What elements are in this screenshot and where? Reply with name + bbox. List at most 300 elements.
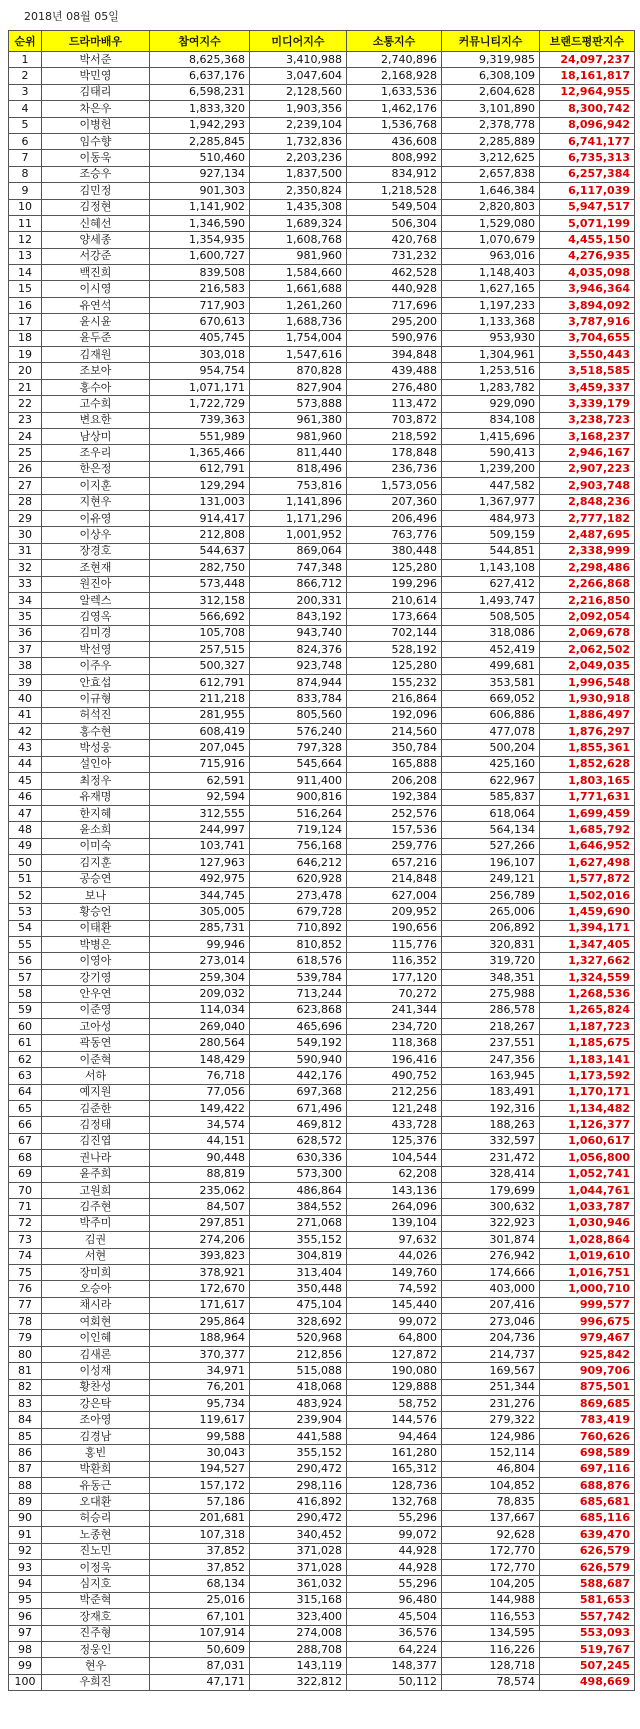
media-cell: 1,689,324 — [250, 215, 347, 231]
communication-cell: 125,280 — [347, 658, 442, 674]
brand-index-cell: 1,685,792 — [540, 822, 635, 838]
brand-index-cell: 6,257,384 — [540, 166, 635, 182]
media-cell: 441,588 — [250, 1428, 347, 1444]
table-row — [9, 1264, 635, 1280]
brand-index-cell: 3,550,443 — [540, 347, 635, 363]
participation-cell: 303,018 — [150, 347, 250, 363]
participation-cell: 149,422 — [150, 1101, 250, 1117]
table-row — [9, 1215, 635, 1231]
participation-cell: 114,034 — [150, 1002, 250, 1018]
communication-cell: 717,696 — [347, 297, 442, 313]
participation-cell: 129,294 — [150, 478, 250, 494]
table-row — [9, 527, 635, 543]
actor-name-cell: 이태환 — [42, 920, 150, 936]
community-cell: 963,016 — [442, 248, 540, 264]
table-row — [9, 396, 635, 412]
brand-index-cell: 557,742 — [540, 1609, 635, 1625]
rank-cell: 60 — [9, 1019, 42, 1035]
actor-name-cell: 허승리 — [42, 1510, 150, 1526]
rank-cell: 23 — [9, 412, 42, 428]
participation-cell: 157,172 — [150, 1477, 250, 1493]
community-cell: 207,416 — [442, 1297, 540, 1313]
participation-cell: 612,791 — [150, 674, 250, 690]
participation-cell: 378,921 — [150, 1264, 250, 1280]
participation-cell: 544,637 — [150, 543, 250, 559]
rank-cell: 99 — [9, 1658, 42, 1674]
brand-index-cell: 2,487,695 — [540, 527, 635, 543]
community-cell: 172,770 — [442, 1543, 540, 1559]
table-row — [9, 478, 635, 494]
table-row — [9, 52, 635, 68]
brand-index-cell: 6,741,177 — [540, 133, 635, 149]
media-cell: 273,478 — [250, 887, 347, 903]
actor-name-cell: 고아성 — [42, 1019, 150, 1035]
actor-name-cell: 진노민 — [42, 1543, 150, 1559]
actor-name-cell: 이지훈 — [42, 478, 150, 494]
media-cell: 340,452 — [250, 1527, 347, 1543]
actor-name-cell: 차은우 — [42, 101, 150, 117]
header-row — [9, 31, 635, 52]
participation-cell: 207,045 — [150, 740, 250, 756]
community-cell: 1,197,233 — [442, 297, 540, 313]
actor-name-cell: 김권 — [42, 1232, 150, 1248]
brand-index-cell: 1,000,710 — [540, 1281, 635, 1297]
communication-cell: 178,848 — [347, 445, 442, 461]
brand-index-cell: 688,876 — [540, 1477, 635, 1493]
community-cell: 1,529,080 — [442, 215, 540, 231]
participation-cell: 280,564 — [150, 1035, 250, 1051]
rank-cell: 16 — [9, 297, 42, 313]
brand-index-cell: 1,771,631 — [540, 789, 635, 805]
actor-name-cell: 강기영 — [42, 969, 150, 985]
actor-name-cell: 박서준 — [42, 52, 150, 68]
table-row — [9, 937, 635, 953]
actor-name-cell: 장경호 — [42, 543, 150, 559]
media-cell: 810,852 — [250, 937, 347, 953]
participation-cell: 305,005 — [150, 904, 250, 920]
brand-index-cell: 1,134,482 — [540, 1101, 635, 1117]
brand-index-cell: 869,685 — [540, 1396, 635, 1412]
brand-index-cell: 1,502,016 — [540, 887, 635, 903]
media-cell: 576,240 — [250, 724, 347, 740]
rank-cell: 45 — [9, 773, 42, 789]
participation-cell: 282,750 — [150, 560, 250, 576]
community-cell: 134,595 — [442, 1625, 540, 1641]
participation-cell: 34,971 — [150, 1363, 250, 1379]
media-cell: 212,856 — [250, 1346, 347, 1362]
participation-cell: 405,745 — [150, 330, 250, 346]
rank-cell: 49 — [9, 838, 42, 854]
table-row — [9, 428, 635, 444]
media-cell: 590,940 — [250, 1051, 347, 1067]
communication-cell: 210,614 — [347, 592, 442, 608]
community-cell: 137,667 — [442, 1510, 540, 1526]
community-cell: 2,657,838 — [442, 166, 540, 182]
rank-cell: 55 — [9, 937, 42, 953]
table-row — [9, 461, 635, 477]
actor-name-cell: 김영옥 — [42, 609, 150, 625]
participation-cell: 1,141,902 — [150, 199, 250, 215]
actor-name-cell: 조보아 — [42, 363, 150, 379]
brand-index-cell: 1,030,946 — [540, 1215, 635, 1231]
communication-cell: 128,736 — [347, 1477, 442, 1493]
media-cell: 465,696 — [250, 1019, 347, 1035]
media-cell: 328,692 — [250, 1314, 347, 1330]
communication-cell: 433,728 — [347, 1117, 442, 1133]
communication-cell: 1,462,176 — [347, 101, 442, 117]
community-cell: 116,226 — [442, 1641, 540, 1657]
rank-cell: 11 — [9, 215, 42, 231]
rank-cell: 59 — [9, 1002, 42, 1018]
rank-cell: 52 — [9, 887, 42, 903]
rank-cell: 65 — [9, 1101, 42, 1117]
media-cell: 811,440 — [250, 445, 347, 461]
brand-index-cell: 2,216,850 — [540, 592, 635, 608]
media-cell: 355,152 — [250, 1232, 347, 1248]
actor-name-cell: 김경남 — [42, 1428, 150, 1444]
community-cell: 508,505 — [442, 609, 540, 625]
rank-cell: 96 — [9, 1609, 42, 1625]
participation-cell: 715,916 — [150, 756, 250, 772]
community-cell: 332,597 — [442, 1133, 540, 1149]
rank-cell: 25 — [9, 445, 42, 461]
table-row — [9, 494, 635, 510]
communication-cell: 148,377 — [347, 1658, 442, 1674]
table-row — [9, 871, 635, 887]
communication-cell: 125,376 — [347, 1133, 442, 1149]
actor-name-cell: 박준혁 — [42, 1592, 150, 1608]
media-cell: 1,903,356 — [250, 101, 347, 117]
communication-cell: 97,632 — [347, 1232, 442, 1248]
participation-cell: 257,515 — [150, 642, 250, 658]
table-row — [9, 1117, 635, 1133]
community-cell: 279,322 — [442, 1412, 540, 1428]
actor-name-cell: 설인아 — [42, 756, 150, 772]
rank-cell: 31 — [9, 543, 42, 559]
participation-cell: 50,609 — [150, 1641, 250, 1657]
community-cell: 499,681 — [442, 658, 540, 674]
community-cell: 152,114 — [442, 1445, 540, 1461]
actor-name-cell: 김지훈 — [42, 855, 150, 871]
community-cell: 92,628 — [442, 1527, 540, 1543]
media-cell: 623,868 — [250, 1002, 347, 1018]
rank-cell: 56 — [9, 953, 42, 969]
table-row — [9, 740, 635, 756]
brand-index-cell: 698,589 — [540, 1445, 635, 1461]
communication-cell: 55,296 — [347, 1576, 442, 1592]
table-row — [9, 199, 635, 215]
participation-cell: 90,448 — [150, 1150, 250, 1166]
participation-cell: 312,158 — [150, 592, 250, 608]
rank-cell: 30 — [9, 527, 42, 543]
participation-cell: 172,670 — [150, 1281, 250, 1297]
actor-name-cell: 윤소희 — [42, 822, 150, 838]
communication-cell: 161,280 — [347, 1445, 442, 1461]
brand-index-cell: 999,577 — [540, 1297, 635, 1313]
communication-cell: 2,740,896 — [347, 52, 442, 68]
participation-cell: 1,071,171 — [150, 379, 250, 395]
rank-cell: 38 — [9, 658, 42, 674]
communication-cell: 590,976 — [347, 330, 442, 346]
rank-cell: 95 — [9, 1592, 42, 1608]
participation-cell: 1,600,727 — [150, 248, 250, 264]
table-row — [9, 1084, 635, 1100]
communication-cell: 264,096 — [347, 1199, 442, 1215]
community-cell: 9,319,985 — [442, 52, 540, 68]
table-row — [9, 183, 635, 199]
brand-index-cell: 1,044,761 — [540, 1182, 635, 1198]
media-cell: 870,828 — [250, 363, 347, 379]
participation-cell: 188,964 — [150, 1330, 250, 1346]
media-cell: 573,888 — [250, 396, 347, 412]
rank-cell: 14 — [9, 265, 42, 281]
community-cell: 265,006 — [442, 904, 540, 920]
communication-cell: 528,192 — [347, 642, 442, 658]
table-row — [9, 1281, 635, 1297]
actor-name-cell: 양세종 — [42, 232, 150, 248]
media-cell: 981,960 — [250, 428, 347, 444]
table-row — [9, 232, 635, 248]
table-row — [9, 1379, 635, 1395]
brand-index-cell: 2,266,868 — [540, 576, 635, 592]
communication-cell: 44,928 — [347, 1543, 442, 1559]
table-row — [9, 986, 635, 1002]
actor-name-cell: 노종현 — [42, 1527, 150, 1543]
community-cell: 1,646,384 — [442, 183, 540, 199]
actor-name-cell: 곽동연 — [42, 1035, 150, 1051]
media-cell: 545,664 — [250, 756, 347, 772]
media-cell: 322,812 — [250, 1674, 347, 1690]
actor-name-cell: 남상미 — [42, 428, 150, 444]
header-participation: 참여지수 — [150, 31, 250, 52]
brand-index-cell: 626,579 — [540, 1559, 635, 1575]
table-row — [9, 658, 635, 674]
table-row — [9, 1625, 635, 1641]
rank-cell: 12 — [9, 232, 42, 248]
participation-cell: 297,851 — [150, 1215, 250, 1231]
table-row — [9, 1477, 635, 1493]
community-cell: 320,831 — [442, 937, 540, 953]
communication-cell: 1,573,056 — [347, 478, 442, 494]
header-actor: 드라마배우 — [42, 31, 150, 52]
table-row — [9, 265, 635, 281]
brand-index-cell: 5,071,199 — [540, 215, 635, 231]
participation-cell: 47,171 — [150, 1674, 250, 1690]
communication-cell: 439,488 — [347, 363, 442, 379]
rank-cell: 15 — [9, 281, 42, 297]
brand-index-cell: 1,170,171 — [540, 1084, 635, 1100]
participation-cell: 492,975 — [150, 871, 250, 887]
rank-cell: 98 — [9, 1641, 42, 1657]
table-row — [9, 1002, 635, 1018]
actor-name-cell: 이준영 — [42, 1002, 150, 1018]
table-row — [9, 1494, 635, 1510]
actor-name-cell: 황찬성 — [42, 1379, 150, 1395]
rank-cell: 22 — [9, 396, 42, 412]
actor-name-cell: 조승우 — [42, 166, 150, 182]
participation-cell: 77,056 — [150, 1084, 250, 1100]
participation-cell: 6,637,176 — [150, 68, 250, 84]
community-cell: 2,604,628 — [442, 84, 540, 100]
communication-cell: 192,096 — [347, 707, 442, 723]
brand-index-cell: 553,093 — [540, 1625, 635, 1641]
actor-name-cell: 조우리 — [42, 445, 150, 461]
table-row — [9, 1428, 635, 1444]
brand-index-cell: 2,907,223 — [540, 461, 635, 477]
actor-name-cell: 김태리 — [42, 84, 150, 100]
rank-cell: 6 — [9, 133, 42, 149]
media-cell: 298,116 — [250, 1477, 347, 1493]
table-row — [9, 789, 635, 805]
media-cell: 371,028 — [250, 1559, 347, 1575]
communication-cell: 116,352 — [347, 953, 442, 969]
communication-cell: 44,026 — [347, 1248, 442, 1264]
actor-name-cell: 임수향 — [42, 133, 150, 149]
community-cell: 172,770 — [442, 1559, 540, 1575]
rank-cell: 33 — [9, 576, 42, 592]
table-row — [9, 1559, 635, 1575]
media-cell: 1,608,768 — [250, 232, 347, 248]
community-cell: 196,107 — [442, 855, 540, 871]
participation-cell: 8,625,368 — [150, 52, 250, 68]
table-row — [9, 510, 635, 526]
table-row — [9, 1346, 635, 1362]
community-cell: 509,159 — [442, 527, 540, 543]
brand-index-cell: 1,394,171 — [540, 920, 635, 936]
communication-cell: 236,736 — [347, 461, 442, 477]
communication-cell: 155,232 — [347, 674, 442, 690]
media-cell: 827,904 — [250, 379, 347, 395]
community-cell: 477,078 — [442, 724, 540, 740]
community-cell: 104,205 — [442, 1576, 540, 1592]
community-cell: 318,086 — [442, 625, 540, 641]
media-cell: 1,661,688 — [250, 281, 347, 297]
communication-cell: 177,120 — [347, 969, 442, 985]
community-cell: 1,070,679 — [442, 232, 540, 248]
media-cell: 2,239,104 — [250, 117, 347, 133]
participation-cell: 269,040 — [150, 1019, 250, 1035]
rank-cell: 83 — [9, 1396, 42, 1412]
community-cell: 1,283,782 — [442, 379, 540, 395]
media-cell: 620,928 — [250, 871, 347, 887]
participation-cell: 62,591 — [150, 773, 250, 789]
table-header — [9, 31, 635, 52]
actor-name-cell: 윤두준 — [42, 330, 150, 346]
community-cell: 484,973 — [442, 510, 540, 526]
participation-cell: 105,708 — [150, 625, 250, 641]
participation-cell: 954,754 — [150, 363, 250, 379]
media-cell: 3,047,604 — [250, 68, 347, 84]
table-row — [9, 1199, 635, 1215]
communication-cell: 199,296 — [347, 576, 442, 592]
brand-index-cell: 2,777,182 — [540, 510, 635, 526]
actor-name-cell: 유연석 — [42, 297, 150, 313]
community-cell: 300,632 — [442, 1199, 540, 1215]
table-row — [9, 1674, 635, 1690]
communication-cell: 834,912 — [347, 166, 442, 182]
actor-name-cell: 진주형 — [42, 1625, 150, 1641]
communication-cell: 380,448 — [347, 543, 442, 559]
communication-cell: 506,304 — [347, 215, 442, 231]
table-row — [9, 1363, 635, 1379]
community-cell: 237,551 — [442, 1035, 540, 1051]
brand-index-cell: 1,852,628 — [540, 756, 635, 772]
community-cell: 251,344 — [442, 1379, 540, 1395]
communication-cell: 94,464 — [347, 1428, 442, 1444]
table-row — [9, 592, 635, 608]
actor-name-cell: 서강준 — [42, 248, 150, 264]
participation-cell: 131,003 — [150, 494, 250, 510]
brand-index-cell: 3,459,337 — [540, 379, 635, 395]
actor-name-cell: 김민정 — [42, 183, 150, 199]
rank-cell: 8 — [9, 166, 42, 182]
participation-cell: 551,989 — [150, 428, 250, 444]
rank-cell: 91 — [9, 1527, 42, 1543]
actor-name-cell: 박성웅 — [42, 740, 150, 756]
media-cell: 2,128,560 — [250, 84, 347, 100]
communication-cell: 218,592 — [347, 428, 442, 444]
table-row — [9, 68, 635, 84]
participation-cell: 44,151 — [150, 1133, 250, 1149]
communication-cell: 731,232 — [347, 248, 442, 264]
brand-index-cell: 2,049,035 — [540, 658, 635, 674]
participation-cell: 500,327 — [150, 658, 250, 674]
community-cell: 275,988 — [442, 986, 540, 1002]
brand-index-cell: 1,324,559 — [540, 969, 635, 985]
actor-name-cell: 이시영 — [42, 281, 150, 297]
participation-cell: 1,346,590 — [150, 215, 250, 231]
brand-index-cell: 3,787,916 — [540, 314, 635, 330]
brand-index-cell: 8,096,942 — [540, 117, 635, 133]
brand-index-cell: 783,419 — [540, 1412, 635, 1428]
table-row — [9, 609, 635, 625]
table-row — [9, 642, 635, 658]
rank-cell: 58 — [9, 986, 42, 1002]
table-row — [9, 953, 635, 969]
media-cell: 2,203,236 — [250, 150, 347, 166]
rank-cell: 93 — [9, 1559, 42, 1575]
communication-cell: 209,952 — [347, 904, 442, 920]
actor-name-cell: 한지혜 — [42, 805, 150, 821]
participation-cell: 608,419 — [150, 724, 250, 740]
rank-cell: 100 — [9, 1674, 42, 1690]
table-row — [9, 117, 635, 133]
community-cell: 231,276 — [442, 1396, 540, 1412]
communication-cell: 64,800 — [347, 1330, 442, 1346]
participation-cell: 209,032 — [150, 986, 250, 1002]
table-row — [9, 1543, 635, 1559]
participation-cell: 612,791 — [150, 461, 250, 477]
brand-index-cell: 2,298,486 — [540, 560, 635, 576]
communication-cell: 149,760 — [347, 1264, 442, 1280]
table-row — [9, 445, 635, 461]
communication-cell: 207,360 — [347, 494, 442, 510]
brand-index-cell: 581,653 — [540, 1592, 635, 1608]
communication-cell: 121,248 — [347, 1101, 442, 1117]
brand-index-cell: 1,052,741 — [540, 1166, 635, 1182]
participation-cell: 148,429 — [150, 1051, 250, 1067]
brand-index-cell: 2,062,502 — [540, 642, 635, 658]
rank-cell: 5 — [9, 117, 42, 133]
community-cell: 1,148,403 — [442, 265, 540, 281]
brand-index-cell: 1,056,800 — [540, 1150, 635, 1166]
participation-cell: 295,864 — [150, 1314, 250, 1330]
media-cell: 923,748 — [250, 658, 347, 674]
actor-name-cell: 김정태 — [42, 1117, 150, 1133]
media-cell: 1,001,952 — [250, 527, 347, 543]
media-cell: 274,008 — [250, 1625, 347, 1641]
communication-cell: 192,384 — [347, 789, 442, 805]
